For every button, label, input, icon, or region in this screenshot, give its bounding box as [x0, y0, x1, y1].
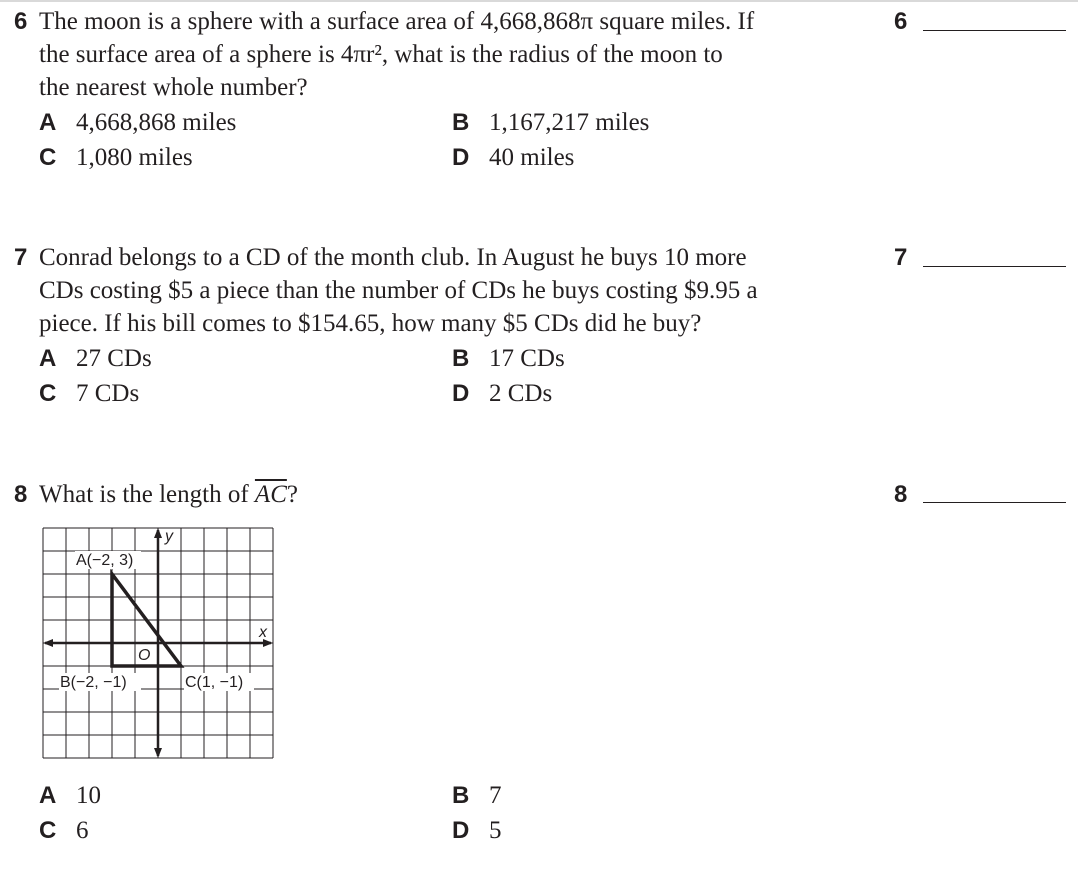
question-7-line-3: piece. If his bill comes to $154.65, how many $5 CDs did he buy? — [39, 310, 702, 337]
choice-text: 1,167,217 miles — [489, 109, 650, 136]
question-8-text — [39, 478, 859, 511]
choice-letter: A — [39, 345, 57, 372]
question-7-choice-c[interactable] — [39, 377, 139, 410]
question-6-choice-a[interactable] — [39, 106, 236, 139]
question-6-text — [39, 5, 859, 104]
question-7-line-2: CDs costing $5 a piece than the number of CDs he buys costing $9.95 a — [39, 277, 758, 304]
question-7-line-1: Conrad belongs to a CD of the month club. In August he buys 10 more — [39, 244, 747, 271]
question-6-number: 6 — [14, 8, 28, 35]
choice-text: 6 — [76, 817, 89, 844]
question-6-choice-b[interactable] — [452, 106, 649, 139]
question-7-choice-d[interactable] — [452, 377, 552, 410]
top-divider — [0, 0, 1078, 2]
x-axis-label: x — [259, 624, 267, 641]
question-6-line-3: the nearest whole number? — [39, 74, 308, 101]
y-axis-arrow-up — [154, 528, 162, 538]
origin-label: O — [138, 647, 151, 664]
choice-text: 7 CDs — [76, 380, 140, 407]
question-7-number: 7 — [14, 244, 28, 271]
question-7-text — [39, 241, 859, 340]
coordinate-graph — [40, 525, 280, 761]
segment-ac-label: $\overline{AC}$ — [254, 481, 287, 508]
answer-6-label: 6 — [894, 8, 908, 35]
answer-8-label: 8 — [894, 481, 908, 508]
choice-letter: A — [39, 782, 57, 809]
point-c-label: C(1, −1) — [185, 674, 244, 691]
choice-text: 40 miles — [489, 144, 575, 171]
question-6-choice-c[interactable] — [39, 141, 193, 174]
answer-7-blank[interactable] — [923, 266, 1066, 267]
question-8-prompt: What is the length of — [39, 481, 255, 508]
choice-letter: C — [39, 144, 57, 171]
choice-text: 10 — [76, 782, 101, 809]
question-8-choice-a[interactable] — [39, 779, 101, 812]
answer-7-label: 7 — [894, 244, 908, 271]
choice-text: 2 CDs — [489, 380, 553, 407]
choice-letter: A — [39, 109, 57, 136]
y-axis-arrow-down — [154, 748, 162, 758]
question-6-choice-d[interactable] — [452, 141, 574, 174]
choice-letter: C — [39, 380, 57, 407]
choice-text: 17 CDs — [489, 345, 565, 372]
question-7-choice-b[interactable] — [452, 342, 565, 375]
question-7-choice-a[interactable] — [39, 342, 152, 375]
choice-letter: B — [452, 345, 470, 372]
choice-letter: D — [452, 144, 470, 171]
y-axis-label: y — [165, 528, 173, 545]
choice-letter: D — [452, 817, 470, 844]
question-8-prompt-end: ? — [286, 481, 298, 508]
choice-letter: C — [39, 817, 57, 844]
choice-text: 1,080 miles — [76, 144, 193, 171]
choice-letter: D — [452, 380, 470, 407]
choice-text: 5 — [489, 817, 502, 844]
question-8-choice-b[interactable] — [452, 779, 502, 812]
question-6-line-2: the surface area of a sphere is 4πr², what is the radius of the moon to — [39, 41, 723, 68]
choice-text: 7 — [489, 782, 502, 809]
x-axis-arrow-left — [43, 639, 53, 647]
point-a-label: A(−2, 3) — [76, 552, 134, 569]
choice-letter: B — [452, 109, 470, 136]
choice-text: 4,668,868 miles — [76, 109, 237, 136]
choice-text: 27 CDs — [76, 345, 152, 372]
question-8-choice-d[interactable] — [452, 814, 502, 847]
point-b-label: B(−2, −1) — [60, 674, 127, 691]
question-8-choice-c[interactable] — [39, 814, 89, 847]
choice-letter: B — [452, 782, 470, 809]
answer-6-blank[interactable] — [923, 30, 1066, 31]
answer-8-blank[interactable] — [923, 502, 1066, 503]
question-8-number: 8 — [14, 481, 28, 508]
question-6-line-1: The moon is a sphere with a surface area of 4,668,868π square miles. If — [39, 8, 755, 35]
